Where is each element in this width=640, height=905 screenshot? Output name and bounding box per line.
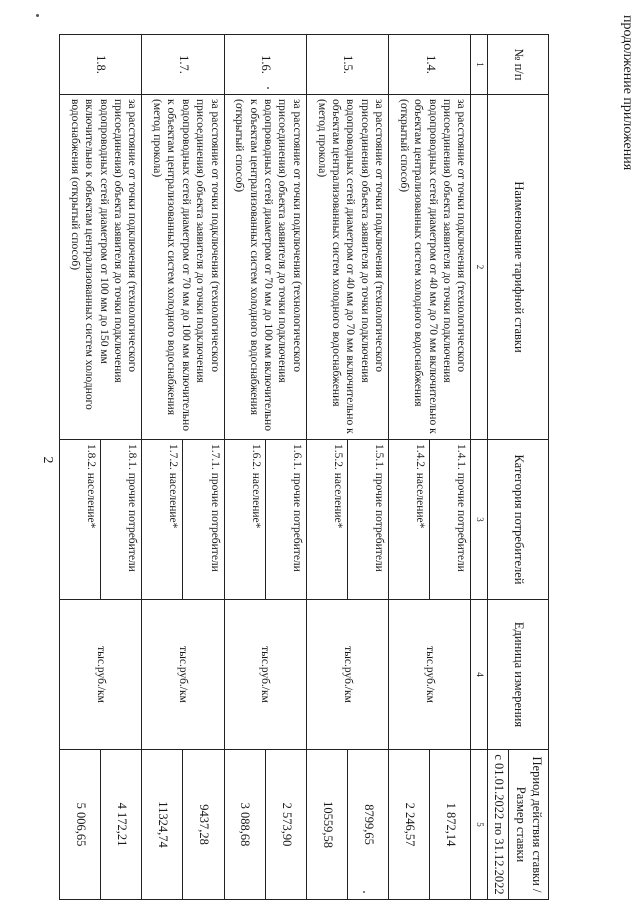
header-category: Категория потребителей [488, 440, 549, 600]
tariff-name: за расстояние от точки подключения (технологического присоединения) объекта заявителя до точки подключения водопроводных сетей диаметром от 40 мм до 70 мм включительно к объектам централизованных систем холодного водоснабжения (открытый способ) [389, 95, 471, 440]
consumer-category: 1.6.1. прочие потребители [265, 440, 306, 600]
consumer-category: 1.4.2. население* [389, 440, 430, 600]
consumer-category: 1.6.2. население* [224, 440, 265, 600]
column-index-row [471, 35, 488, 900]
unit: тыс.руб./км [224, 600, 306, 750]
consumer-category: 1.7.1. прочие потребители [183, 440, 224, 600]
scan-speck [36, 14, 39, 17]
rate-value: 10559,58 [306, 750, 347, 900]
row-number: 1.8. [60, 35, 142, 95]
rate-value: 5 006,65 [60, 750, 101, 900]
header-unit: Единица измерения [488, 600, 549, 750]
rotated-table-container [59, 34, 549, 899]
rate-value: 1 872,14 [430, 750, 471, 900]
consumer-category: 1.5.2. население* [306, 440, 347, 600]
continuation-note: продолжение приложения [620, 15, 635, 171]
consumer-category: 1.8.2. население* [60, 440, 101, 600]
header-num: № п/п [488, 35, 549, 95]
column-index: 5 [471, 750, 488, 900]
rate-value: 8799,65 [348, 750, 389, 900]
page-number: 2 [40, 456, 55, 464]
column-index: 1 [471, 35, 488, 95]
tariff-name: за расстояние от точки подключения (технологического присоединения) объекта заявителя до точки подключения водопроводных сетей диаметром от 40 мм до 70 мм включительно к объектам централизованных систем холодного водоснабжения (метод прокола) [306, 95, 388, 440]
consumer-category: 1.7.2. население* [142, 440, 183, 600]
table-row [101, 35, 142, 900]
rate-value: 4 172,21 [101, 750, 142, 900]
column-index: 3 [471, 440, 488, 600]
column-index: 2 [471, 95, 488, 440]
header-name: Наименование тарифной ставки [488, 95, 549, 440]
unit: тыс.руб./км [142, 600, 224, 750]
rate-value: 2 573,90 [265, 750, 306, 900]
consumer-category: 1.4.1. прочие потребители [430, 440, 471, 600]
rate-value: 9437,28 [183, 750, 224, 900]
row-number: 1.5. [306, 35, 388, 95]
table-row [430, 35, 471, 900]
header-period-title: Период действия ставки /Размер ставки [509, 750, 549, 900]
consumer-category: 1.5.1. прочие потребители [348, 440, 389, 600]
consumer-category: 1.8.1. прочие потребители [101, 440, 142, 600]
rate-value: 11324,74 [142, 750, 183, 900]
rate-value: 3 088,68 [224, 750, 265, 900]
unit: тыс.руб./км [60, 600, 142, 750]
table-row [265, 35, 306, 900]
rate-value: 2 246,57 [389, 750, 430, 900]
unit: тыс.руб./км [306, 600, 388, 750]
column-index: 4 [471, 600, 488, 750]
row-number: 1.4. [389, 35, 471, 95]
row-number: 1.7. [142, 35, 224, 95]
tariff-name: за расстояние от точки подключения (технологического присоединения) объекта заявителя до точки подключения водопроводных сетей диаметром от 70 мм до 100 мм включительно к объектам централизованных систем холодного водоснабжения (открытый способ) [224, 95, 306, 440]
header-period: с 01.01.2022 по 31.12.2022 [488, 750, 509, 900]
unit: тыс.руб./км [389, 600, 471, 750]
tariff-name: за расстояние от точки подключения (технологического присоединения) объекта заявителя до точки подключения водопроводных сетей диаметром от 100 мм до 150 мм включительно к объектам централизованных систем холодного водоснабжения (открытый способ) [60, 95, 142, 440]
table-row [183, 35, 224, 900]
tariff-name: за расстояние от точки подключения (технологического присоединения) объекта заявителя до точки подключения водопроводных сетей диаметром от 70 мм до 100 мм включительно к объектам централизованных систем холодного водоснабжения (метод прокола) [142, 95, 224, 440]
tariff-table [59, 34, 549, 900]
row-number: 1.6. [224, 35, 306, 95]
table-row [348, 35, 389, 900]
